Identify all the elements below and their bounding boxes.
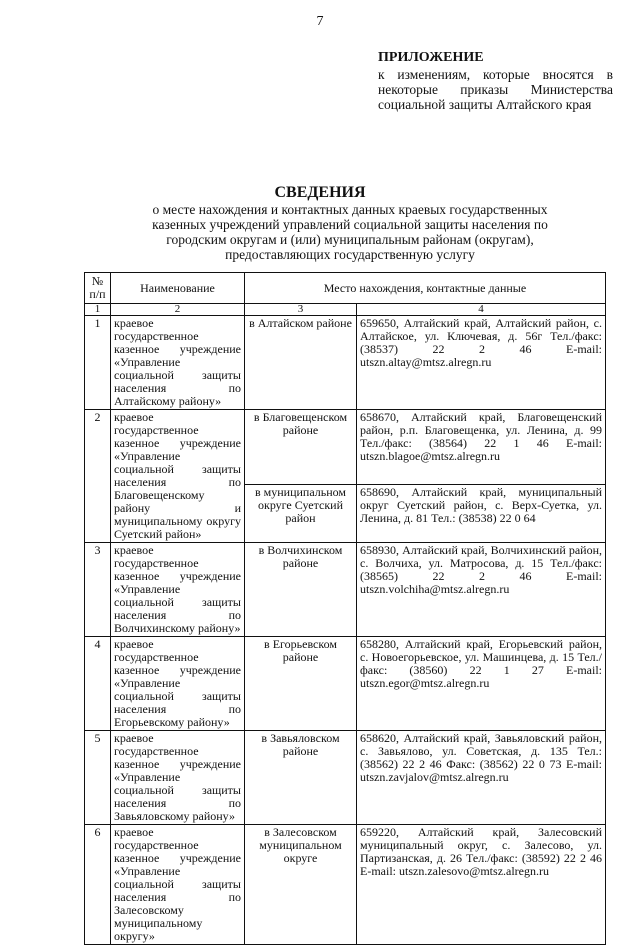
contact-details: 659220, Алтайский край, Залесовский муниципальный округ, с. Залесово, ул. Партизанская, д. 26 Тел./факс: (38592) 22 2 46 E-mail: utszn.zalesovo@mtsz.alregn.ru [357,825,606,945]
institutions-table [84,272,606,945]
row-number: 1 [85,316,111,410]
contact-details: 658280, Алтайский край, Егорьевский район, с. Новоегорьевское, ул. Машинцева, д. 15 Тел./факс: (38560) 22 1 27 E-mail: utszn.egor@mtsz.alregn.ru [357,637,606,731]
column-number: 4 [357,304,606,316]
contact-details: 658620, Алтайский край, Завьяловский район, с. Завьялово, ул. Советская, д. 135 Тел.: (38562) 22 2 46 Факс: (38562) 22 0 73 E-mail: utszn.zavjalov@mtsz.alregn.ru [357,731,606,825]
institution-name: краевое государственное казенное учреждение «Управление социальной защиты населения по Благовещенскому району и муниципальному округу Суетский район» [111,410,245,543]
location: в муниципальном округе Суетский район [245,485,357,543]
table-row [85,316,606,410]
institution-name: краевое государственное казенное учреждение «Управление социальной защиты населения по Завьяловскому району» [111,731,245,825]
page-number: 7 [316,14,324,29]
row-number: 5 [85,731,111,825]
location: в Благовещенском районе [245,410,357,485]
table-row [85,825,606,945]
location: в Завьяловском районе [245,731,357,825]
column-number: 1 [85,304,111,316]
table-row [85,410,606,485]
document-subtitle: о месте нахождения и контактных данных краевых государственных казенных учреждений управлений социальной защиты населения по городским округам и (или) муниципальным районам (округам), предоставляющих государственную услугу [152,202,548,262]
document-title: СВЕДЕНИЯ [274,184,366,201]
appendix-block [378,50,613,112]
institution-name: краевое государственное казенное учреждение «Управление социальной защиты населения по Залесовскому муниципальному округу» [111,825,245,945]
contact-details: 658930, Алтайский край, Волчихинский район, с. Волчиха, ул. Матросова, д. 15 Тел./факс: (38565) 22 2 46 E-mail: utszn.volchiha@mtsz.alregn.ru [357,543,606,637]
appendix-text: к изменениям, которые вносятся в некоторые приказы Министерства социальной защиты Алтайского края [378,67,613,112]
row-number: 4 [85,637,111,731]
header-number: № п/п [85,273,111,304]
institution-name: краевое государственное казенное учреждение «Управление социальной защиты населения по Егорьевскому району» [111,637,245,731]
table-row [85,731,606,825]
header-location-contacts: Место нахождения, контактные данные [245,273,606,304]
row-number: 3 [85,543,111,637]
header-name: Наименование [111,273,245,304]
contact-details: 659650, Алтайский край, Алтайский район, с. Алтайское, ул. Ключевая, д. 56г Тел./факс: (38537) 22 2 46 E-mail: utszn.altay@mtsz.alregn.ru [357,316,606,410]
table-header-row [85,273,606,304]
location: в Егорьевском районе [245,637,357,731]
institution-name: краевое государственное казенное учреждение «Управление социальной защиты населения по Алтайскому району» [111,316,245,410]
row-number: 6 [85,825,111,945]
contact-details: 658670, Алтайский край, Благовещенский район, р.п. Благовещенка, ул. Ленина, д. 99 Тел./факс: (38564) 22 1 46 E-mail: utszn.blagoe@mtsz.alregn.ru [357,410,606,485]
contact-details: 658690, Алтайский край, муниципальный округ Суетский район, с. Верх-Суетка, ул. Ленина, д. 81 Тел.: (38538) 22 0 64 [357,485,606,543]
institution-name: краевое государственное казенное учреждение «Управление социальной защиты населения по Волчихинскому району» [111,543,245,637]
row-number: 2 [85,410,111,543]
location: в Залесовском муниципальном округе [245,825,357,945]
column-number: 3 [245,304,357,316]
column-numbers-row [85,304,606,316]
location: в Волчихинском районе [245,543,357,637]
appendix-heading: ПРИЛОЖЕНИЕ [378,50,484,65]
table-row [85,543,606,637]
column-number: 2 [111,304,245,316]
location: в Алтайском районе [245,316,357,410]
table-row [85,637,606,731]
